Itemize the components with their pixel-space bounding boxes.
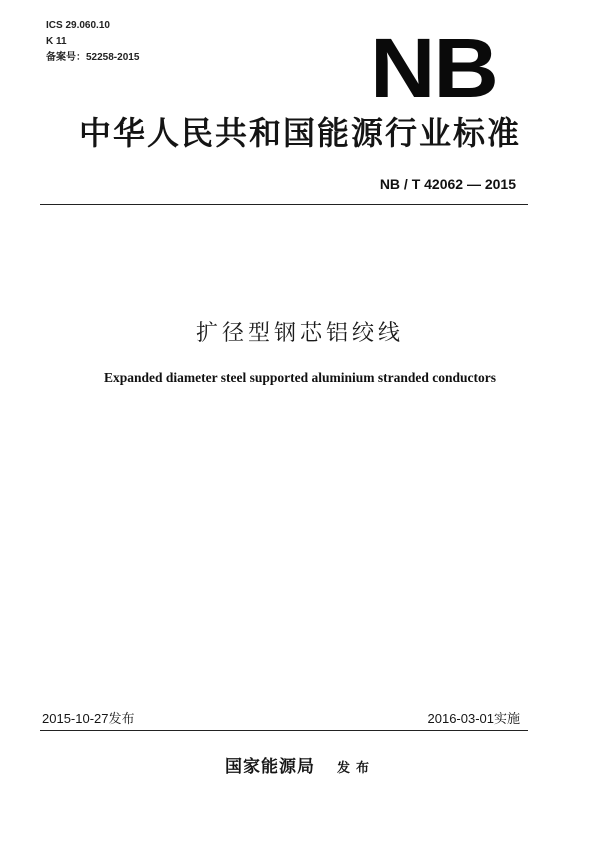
standard-number: NB / T 42062 — 2015 [379, 176, 516, 192]
record-number: 备案号：52258-2015 [46, 52, 140, 63]
document-title-chinese: 扩径型钢芯铝绞线 [195, 321, 404, 346]
publisher-action: 发布 [336, 761, 375, 776]
document-title-english: Expanded diameter steel supported aluminium stranded conductors [103, 370, 497, 385]
ics-code: ICS 29.060.10 [46, 20, 110, 31]
publisher-line [0, 752, 600, 777]
document-metadata [46, 18, 139, 66]
bottom-divider [40, 730, 528, 731]
top-divider [40, 204, 528, 205]
classification-code: K 11 [46, 36, 67, 47]
nb-logo: NB [370, 21, 497, 115]
issue-date: 2015-10-27发布 [42, 711, 135, 726]
organization-title: 中华人民共和国能源行业标准 [78, 114, 521, 152]
publisher-name: 国家能源局 [224, 757, 315, 777]
effective-date: 2016-03-01实施 [427, 711, 520, 726]
